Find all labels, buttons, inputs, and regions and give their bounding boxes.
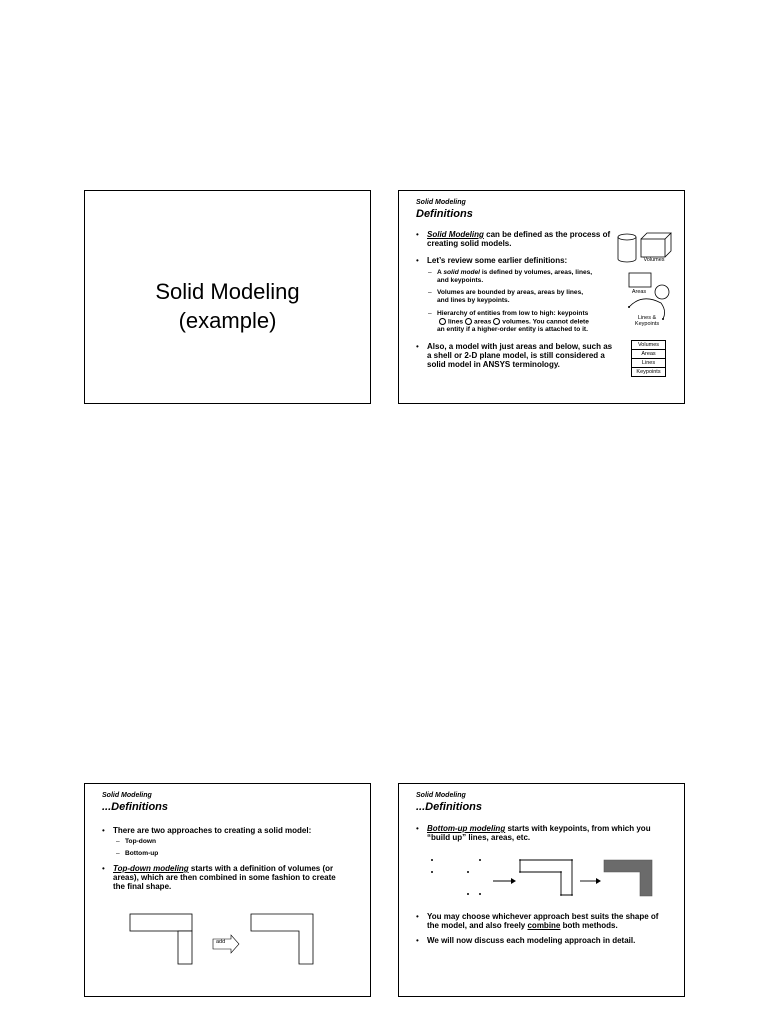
term-solid-modeling: Solid Modeling [427,230,484,239]
keypoints-icon [431,859,481,895]
slide-definitions [398,190,685,404]
horizontal-block-shape [130,914,192,931]
slide-heading: ...Definitions [416,801,482,813]
slide-heading: ...Definitions [102,801,168,813]
bullet-solid-modeling: • Solid Modeling can be defined as the process of creating solid models. [416,230,611,248]
combined-l-shape [251,914,313,964]
title-line-2: (example) [178,308,277,333]
stack-level: Lines [631,358,666,367]
fig-label-volumes: Volumes [643,257,665,263]
fig-label-lines-keypoints: Lines & Keypoints [634,315,660,327]
bottom-up-diagram [424,854,664,914]
sub-bullet-solid-model: – A solid model is defined by volumes, areas, lines, and keypoints. [428,269,593,284]
slide-section-label: Solid Modeling [102,792,152,799]
cylinder-icon [618,234,636,262]
vertical-block-shape [178,931,192,964]
lines-outline-shape [520,860,572,895]
box-icon [641,233,671,257]
bullet-two-approaches: • There are two approaches to creating a solid model: [102,826,312,835]
stack-level: Areas [631,349,666,358]
slide-section-label: Solid Modeling [416,199,466,206]
bullet-review: • Let’s review some earlier definitions: [416,256,568,265]
area-rectangle-icon [629,273,651,287]
slide-section-label: Solid Modeling [416,792,466,799]
slide-heading: Definitions [416,208,473,220]
add-label: add [216,939,226,945]
arrow-circle-icon [465,318,472,325]
arrow-right-icon [596,878,601,884]
slide-title-text [85,277,370,335]
fig-label-areas: Areas [631,289,647,295]
sub-bullet-bounded: – Volumes are bounded by areas, areas by lines, and lines by keypoints. [428,289,584,304]
slide-bottom-up [398,783,685,997]
stack-level: Keypoints [631,367,666,377]
sub-bullet-hierarchy: – Hierarchy of entities from low to high: keypoints lines areas volumes. You cannot delete an entity if a higher-order entity is attached to it. [428,310,589,334]
bullet-bottom-up-modeling: • Bottom-up modeling starts with keypoints, from which you “build up” lines, areas, etc. [416,824,651,842]
area-circle-icon [655,285,669,299]
bullet-discuss: • We will now discuss each modeling approach in detail. [416,936,636,945]
sub-bullet-bottom-up: – Bottom-up [116,850,159,857]
arrow-circle-icon [493,318,500,325]
arrow-circle-icon [439,318,446,325]
term-combine: combine [527,921,561,930]
bullet-choose-approach: • You may choose whichever approach best suits the shape of the model, and also freely combine both methods. [416,912,659,930]
filled-area-shape [604,860,652,896]
arrow-right-icon [511,878,516,884]
bullet-also: • Also, a model with just areas and below, such as a shell or 2-D plane model, is still considered a solid model in ANSYS terminology. [416,342,613,369]
slide-title [84,190,371,404]
entity-hierarchy-stack [631,340,666,377]
bullet-top-down-modeling: • Top-down modeling starts with a definition of volumes (or areas), which are then combined in some fashion to create the final shape. [102,864,336,891]
term-top-down: Top-down modeling [113,864,189,873]
title-line-1: Solid Modeling [155,279,300,304]
term-bottom-up: Bottom-up modeling [427,824,506,833]
entity-figures [617,231,673,326]
sub-bullet-top-down: – Top-down [116,838,157,845]
slide-top-down [84,783,371,997]
stack-level: Volumes [631,340,666,349]
